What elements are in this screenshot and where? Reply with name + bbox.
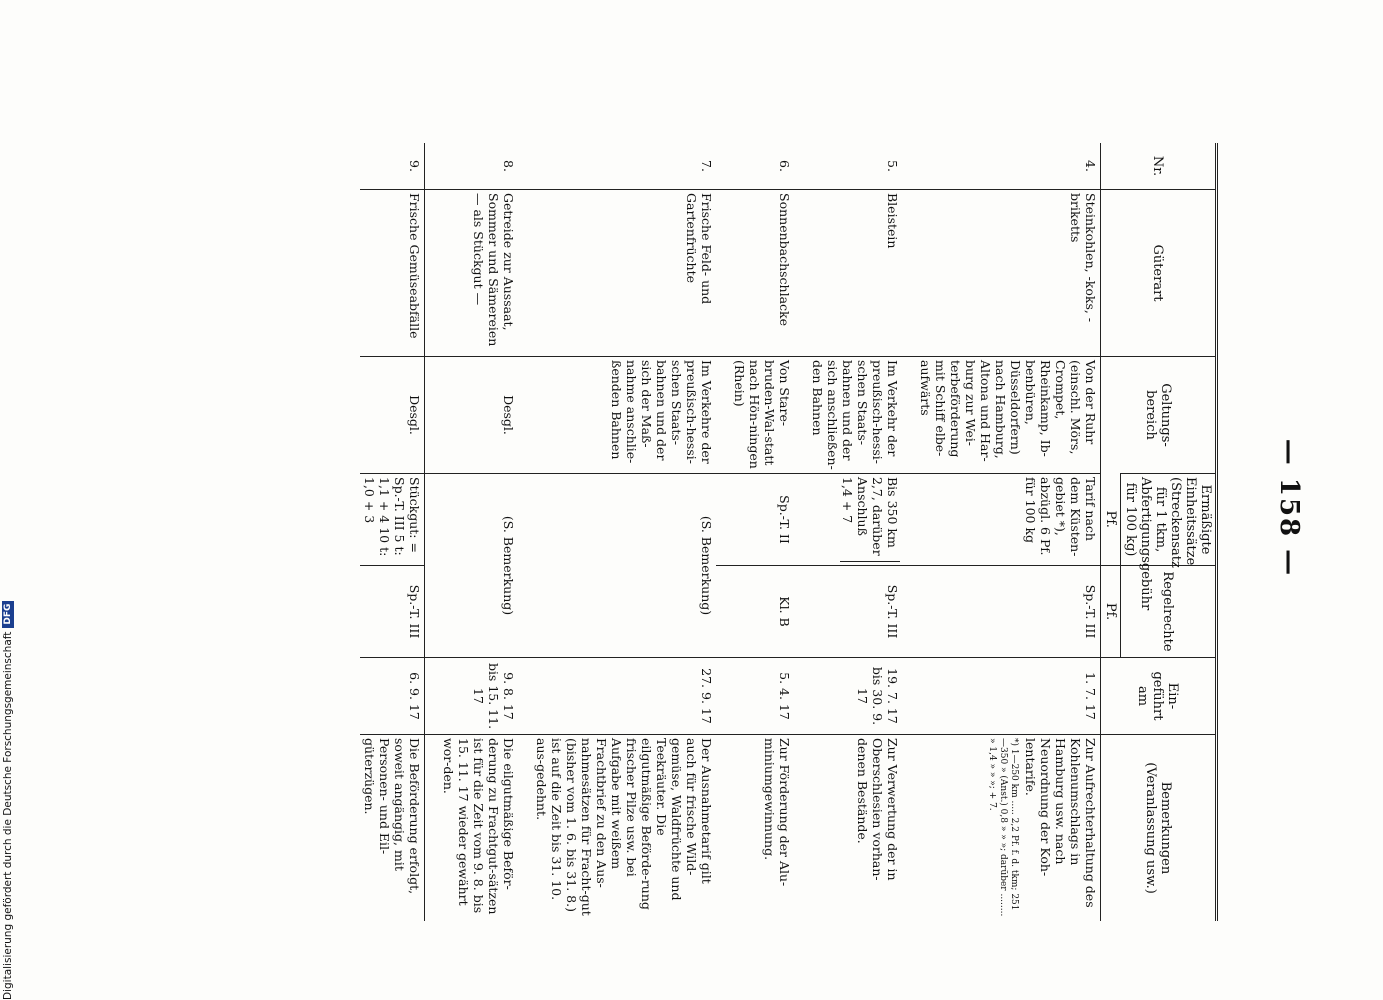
dfg-credit-line: [2, 600, 14, 1000]
row-geltung: Desgl.: [360, 357, 425, 474]
row-regelrecht: Sp.-T. III: [808, 566, 902, 658]
header-bemerkungen: Bemerkungen (Veranlassung usw.): [1101, 735, 1217, 922]
row-nr: 5.: [885, 160, 900, 172]
row-geltung: Im Verkehr der preußisch-hessi-schen Staats-bahnen und der sich anschließen-den Bahnen: [808, 357, 902, 474]
row-gut: Frische Feld- und Gartenfrüchte: [532, 190, 716, 357]
row-ermaessigt: (S. Bemerkung): [439, 474, 518, 658]
row-bemerkung: Die Beförderung erfolgt, soweit angängig, mit Personen- und Eil-güterzügen.: [360, 735, 425, 922]
header-gueterart: Güterart: [1101, 190, 1217, 357]
row-footnote: *) 1—250 km ..... 2,2 Pf. f. d. tkm; 251—350 » (Anst.) 0,8 » » »; darüber ........ » 1,4 » » »; + 7.: [987, 738, 1019, 917]
row-gut: Frische Gemüseabfälle: [360, 190, 425, 357]
table-row: [532, 143, 716, 921]
tariff-table: [360, 143, 1218, 921]
row-geltung: Im Verkehre der preußisch-hessi-schen Staats-bahnen und der sich der Maß-nahme anschlie-ßenden Bahnen: [532, 357, 716, 474]
row-ermaessigt: (S. Bemerkung): [532, 474, 716, 658]
row-nr: 4.: [1083, 160, 1098, 172]
row-bemerkung: Die eilgutmäßige Beför-derung zu Frachtgut-sätzen ist für die Zeit vom 9. 8. bis 15. 11. 17 wieder gewährt wor-den.: [439, 735, 518, 922]
row-bemerkung-text: Zur Aufrechterhaltung des Kohlenumschlags in Hamburg usw. nach Neuordnung der Koh-lentarife.: [1023, 738, 1098, 908]
row-datum: 1. 7. 17: [916, 658, 1101, 735]
header-eingefuehrt: Ein-geführt am: [1101, 658, 1217, 735]
table-row: [916, 143, 1101, 921]
header-regelrechte: Regelrechte: [1121, 566, 1217, 658]
row-ermaessigt: Stückgut: = Sp.-T. III 5 t: 1,1 + 4 10 t: 1,0 + 3: [360, 474, 425, 566]
row-geltung: Von der Ruhr (einschl. Mörs, Crompet, Rheinkamp, Ib-benbüren, Düsseldorfern) nach Hamburg, Altona und Har-burg zur Wei-terbeförderung mit Schiff elbe-aufwärts: [916, 357, 1101, 474]
row-geltung: Von Stare-bruden-Wal-statt nach Hön-ningen (Rhein): [730, 357, 794, 474]
row-nr: 7.: [699, 160, 714, 172]
row-geltung: Desgl.: [439, 357, 518, 474]
credit-text: Digitalisierung gefördert durch die Deutsche Forschungsgemeinschaft: [2, 631, 14, 1000]
row-regelrecht: Sp.-T. III: [916, 566, 1101, 658]
row-ermaessigt: Tarif nach dem Küsten-gebiet *), abzügl. 6 Pf. für 100 kg: [916, 474, 1101, 566]
row-nr: 6.: [777, 160, 792, 172]
row-ermaessigt: Sp.-T. II: [730, 474, 794, 566]
row-bemerkung: Der Ausnahmetarif gilt auch für frische Wild-gemüse, Waldfrüchte und Teekräuter. Die eilgutmäßige Beförde-rung frischer Pilze usw. bei Aufgabe mit weißem Frachtbrief zu den Aus-nahmesätzen für Fracht-gut (bisher vom 1. 6. bis 31. 8.) ist auf die Zeit bis 31. 10. aus-gedehnt.: [532, 735, 716, 922]
row-gut: Getreide zur Aussaat, Sommer und Sämereien — als Stückgut —: [439, 190, 518, 357]
header-ermaessigte-unit: Pf.: [1101, 474, 1121, 566]
header-geltungsbereich: Geltungs-bereich: [1101, 357, 1217, 474]
row-gut: Sonnenbachschlacke: [730, 190, 794, 357]
page-number: — 158 —: [1274, 438, 1304, 578]
row-datum: 6. 9. 17: [360, 658, 425, 735]
row-nr: 9.: [360, 143, 425, 190]
row-gut: Bleistein: [808, 190, 902, 357]
row-gut: Steinkohlen, -koks, -briketts: [916, 190, 1101, 357]
header-nr: Nr.: [1101, 143, 1217, 190]
rotated-page-content: [138, 143, 1304, 917]
row-ermaessigt-brace: Bis 350 km 2,7, darüber Anschluß 1,4 + 7: [840, 477, 900, 562]
row-bemerkung: [916, 735, 1101, 922]
row-datum: 19. 7. 17 bis 30. 9. 17: [808, 658, 902, 735]
table-row: [730, 143, 794, 921]
header-ermaessigte: Ermäßigte Einheitssätze (Streckensatz für 1 tkm, Abfertigungsgebühr für 100 kg): [1121, 474, 1217, 566]
row-regelrecht: Kl. B: [730, 566, 794, 658]
row-datum: 5. 4. 17: [730, 658, 794, 735]
row-nr: 8.: [501, 160, 516, 172]
row-bemerkung: Zur Verwertung der in Oberschlesien vorhan-denen Bestände.: [808, 735, 902, 922]
table-row: [808, 143, 902, 921]
table-row: [360, 143, 425, 921]
dfg-logo: DFG: [2, 601, 14, 628]
row-ermaessigt: [808, 474, 902, 566]
row-bemerkung: Zur Förderung der Alu-miniumgewinnung.: [730, 735, 794, 922]
row-regelrecht: Sp.-T. III: [360, 566, 425, 658]
row-datum: 27. 9. 17: [532, 658, 716, 735]
table-row: [439, 143, 518, 921]
row-datum: 9. 8. 17 bis 15. 11. 17: [439, 658, 518, 735]
header-regelrechte-unit: Pf.: [1101, 566, 1121, 658]
